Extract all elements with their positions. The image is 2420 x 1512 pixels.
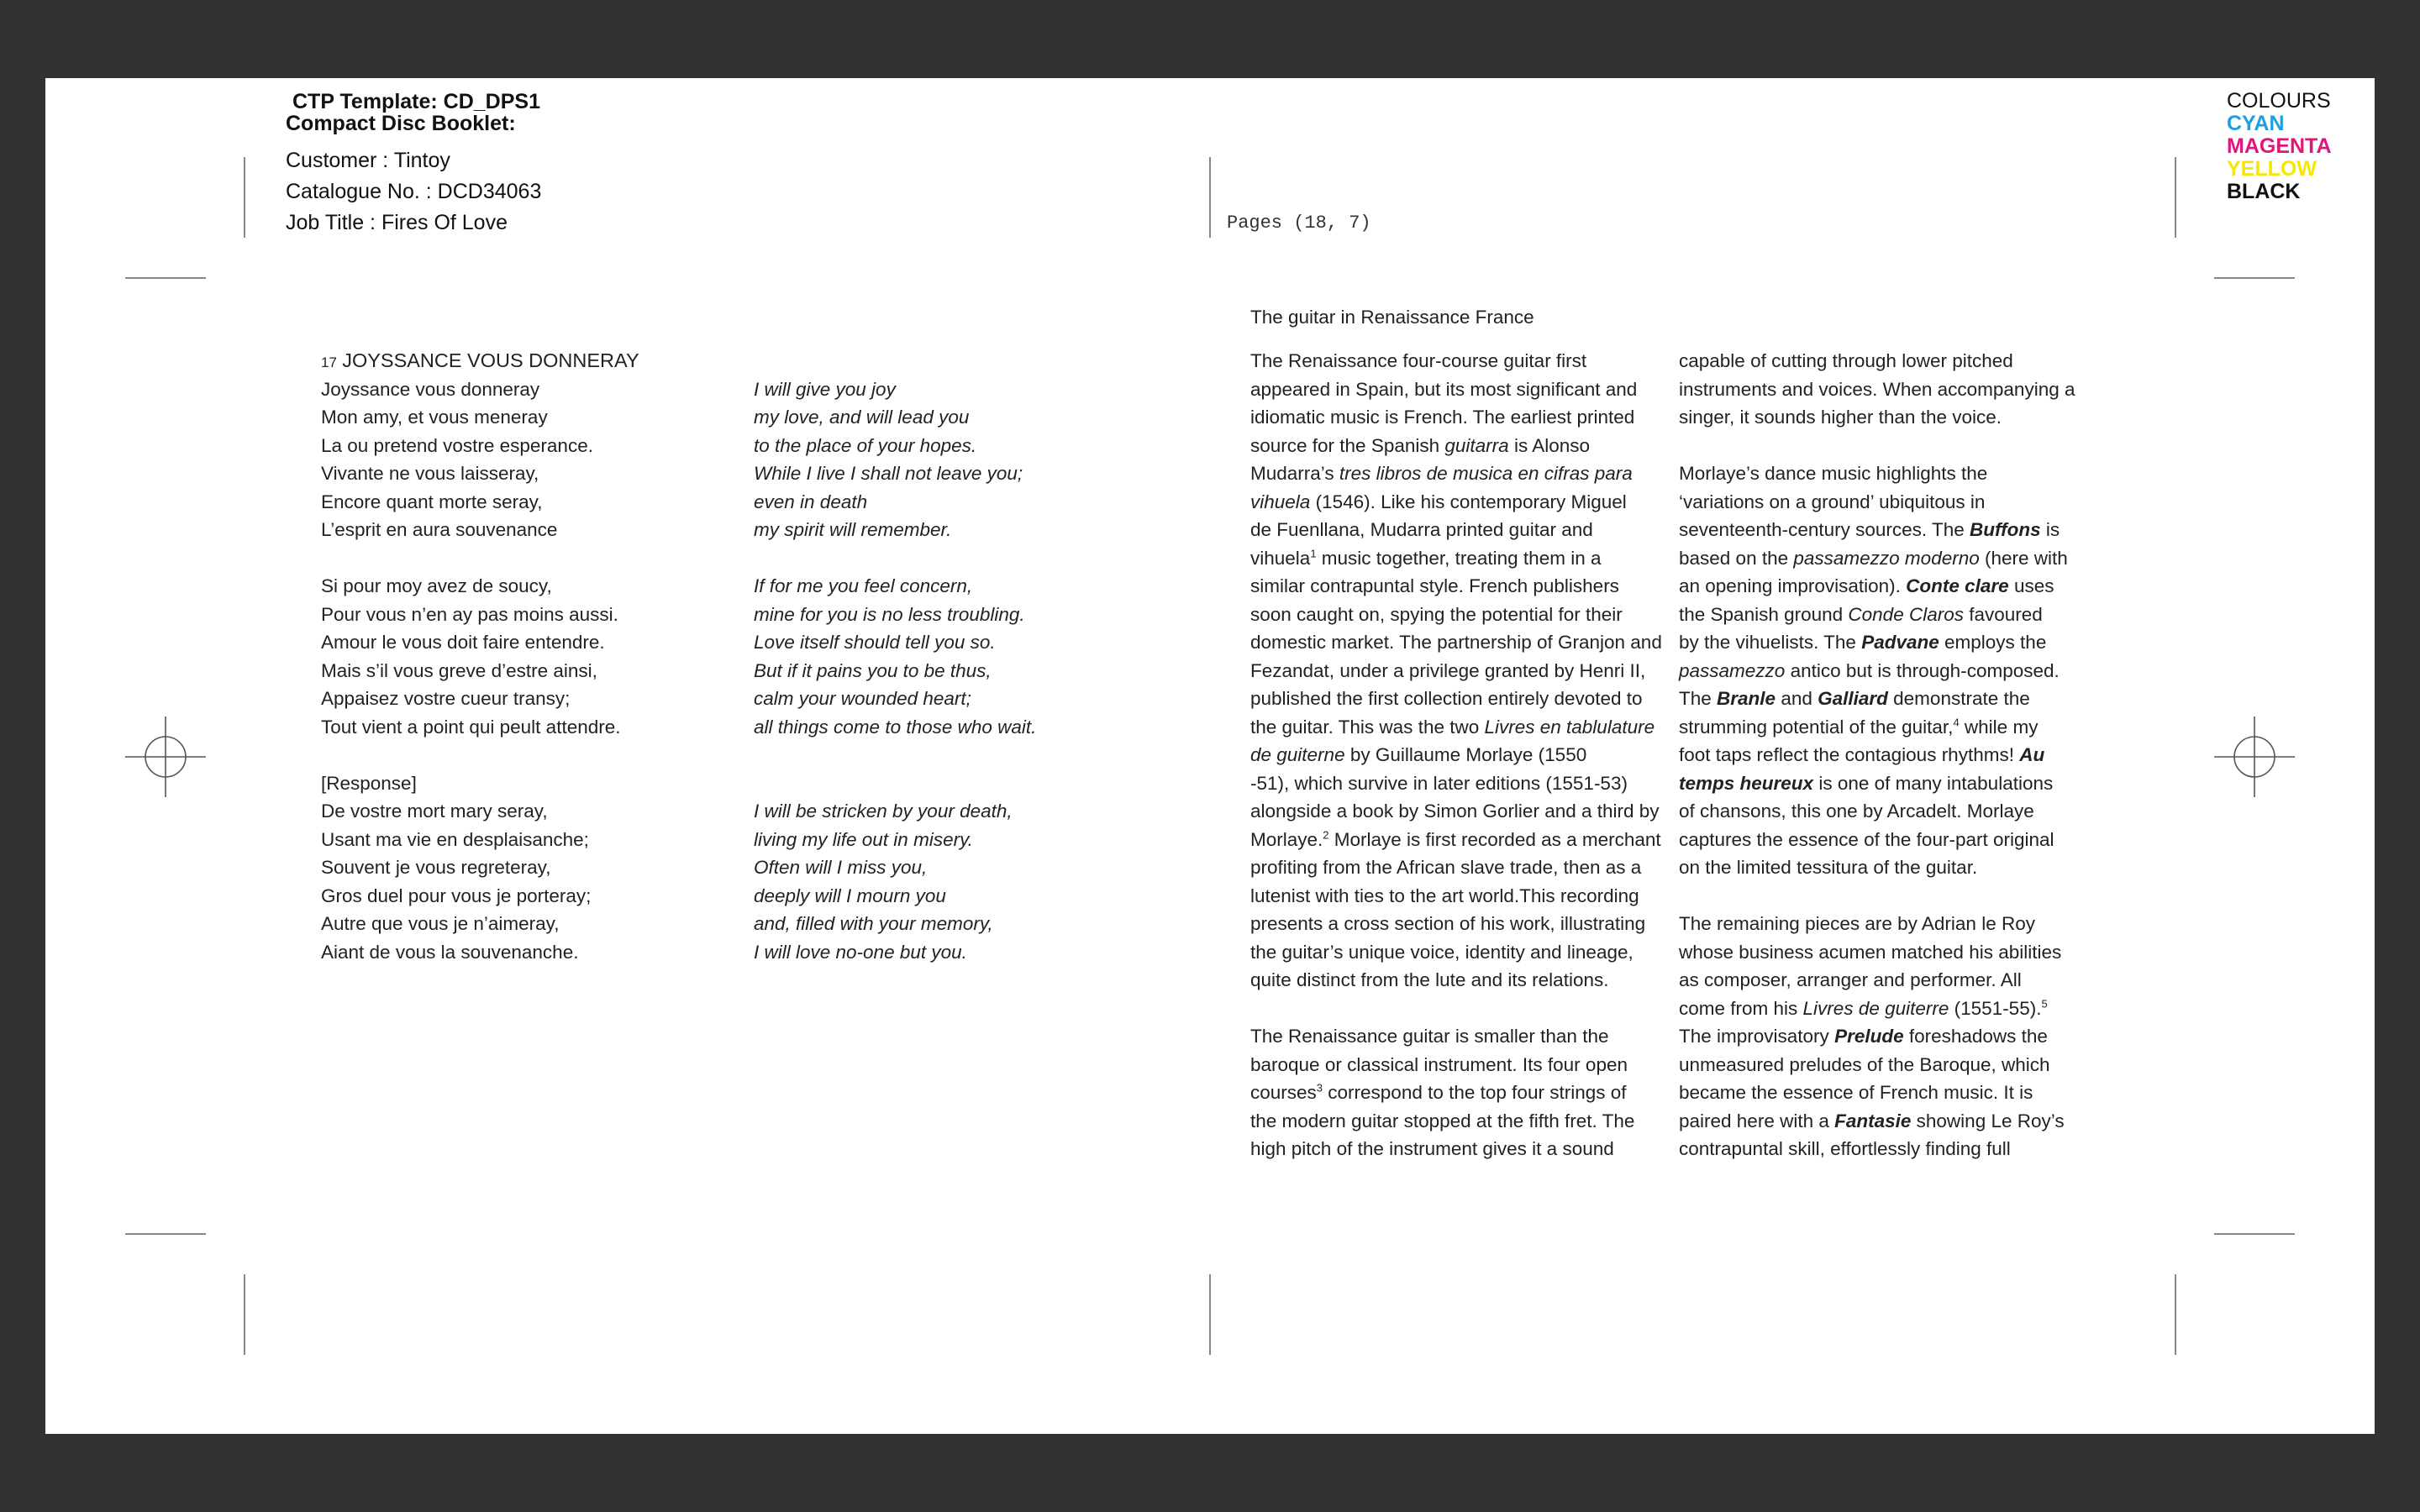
lyric-line: L’esprit en aura souvenance (321, 519, 558, 540)
lyric-line: [Response] (321, 772, 417, 794)
essay-text: instruments and voices. When accompanying a (1679, 378, 2075, 400)
essay-line (1250, 938, 1662, 967)
essay-line (1679, 713, 2075, 742)
essay-title: The guitar in Renaissance France (1250, 307, 1534, 328)
essay-text: Morlaye. (1250, 828, 1323, 850)
essay-line (1679, 432, 2075, 460)
job-title-line: Job Title : Fires Of Love (286, 211, 508, 234)
essay-line (1250, 375, 1662, 404)
crop-mark (1209, 157, 1211, 238)
essay-text: became the essence of French music. It is (1679, 1082, 2033, 1103)
essay-text: Livres en tablulature (1484, 716, 1655, 738)
essay-column-left (1250, 347, 1662, 1163)
essay-line (1679, 910, 2075, 938)
translation-line: all things come to those who wait. (754, 716, 1037, 738)
essay-line (1679, 1051, 2075, 1079)
essay-line (1679, 1022, 2075, 1051)
essay-line (1250, 769, 1662, 798)
essay-text: Branle (1717, 688, 1776, 709)
essay-text: The remaining pieces are by Adrian le Roy (1679, 913, 2035, 934)
colour-black: BLACK (2227, 180, 2301, 203)
essay-column-right (1679, 347, 2075, 1163)
crop-mark (1209, 1274, 1211, 1355)
essay-text: Prelude (1834, 1026, 1904, 1047)
lyric-line: Vivante ne vous laisseray, (321, 463, 539, 484)
essay-text: profiting from the African slave trade, then as a (1250, 857, 1642, 878)
lyric-line (321, 544, 639, 573)
essay-text: The improvisatory (1679, 1026, 1835, 1047)
essay-text: Conde Claros (1848, 603, 1964, 625)
translation-line: I will be stricken by your death, (754, 801, 1013, 822)
essay-text: (1546). Like his contemporary Miguel (1310, 491, 1627, 512)
translation-line: While I live I shall not leave you; (754, 463, 1023, 484)
essay-text: passamezzo (1679, 659, 1786, 681)
essay-text: published the first collection entirely devoted to (1250, 688, 1643, 709)
essay-text: showing Le Roy’s (1911, 1110, 2065, 1131)
colours-legend (2227, 90, 2332, 203)
track-heading (321, 347, 639, 375)
essay-text: by Guillaume Morlaye (1550 (1344, 744, 1587, 765)
essay-line (1250, 1051, 1662, 1079)
footnote-marker: 5 (2041, 997, 2048, 1010)
crop-mark (125, 1233, 206, 1235)
essay-line (1679, 741, 2075, 769)
essay-text: is one of many intabulations (1813, 772, 2054, 794)
essay-line (1250, 432, 1662, 460)
essay-text: unmeasured preludes of the Baroque, which (1679, 1053, 2050, 1075)
essay-line (1679, 488, 2075, 517)
footnote-marker: 2 (1323, 828, 1329, 841)
booklet-label: Compact Disc Booklet: (286, 112, 516, 135)
essay-text: is Alonso (1508, 434, 1590, 456)
essay-text: Padvane (1861, 632, 1939, 653)
essay-text: baroque or classical instrument. Its four open (1250, 1053, 1628, 1075)
essay-text: on the limited tessitura of the guitar. (1679, 857, 1978, 878)
template-label: CTP Template: CD_DPS1 (292, 90, 540, 113)
essay-text: the guitar’s unique voice, identity and lineage, (1250, 941, 1634, 963)
essay-text: de Fuenllana, Mudarra printed guitar and (1250, 519, 1593, 540)
translation-line: living my life out in misery. (754, 828, 973, 850)
essay-text: presents a cross section of his work, illustrating (1250, 913, 1646, 934)
essay-text: Galliard (1818, 688, 1888, 709)
essay-line (1250, 826, 1662, 854)
customer-line: Customer : Tintoy (286, 149, 450, 172)
lyric-line: Aiant de vous la souvenanche. (321, 941, 579, 963)
lyric-line: Tout vient a point qui peult attendre. (321, 716, 621, 738)
essay-text: by the vihuelists. The (1679, 632, 1862, 653)
essay-line (1679, 375, 2075, 404)
colour-cyan: CYAN (2227, 112, 2285, 135)
essay-text: temps heureux (1679, 772, 1814, 794)
essay-text: similar contrapuntal style. French publishers (1250, 575, 1619, 596)
essay-text: Mudarra’s (1250, 463, 1339, 484)
crop-mark (2214, 1233, 2295, 1235)
essay-text: correspond to the top four strings of (1323, 1082, 1627, 1103)
footnote-marker: 1 (1310, 547, 1317, 559)
lyric-line: Encore quant morte seray, (321, 491, 543, 512)
essay-text: antico but is through-composed. (1785, 659, 2060, 681)
pages-label: Pages (18, 7) (1227, 213, 1371, 234)
essay-line (1679, 628, 2075, 657)
crop-mark (125, 277, 206, 279)
booklet-spread (45, 78, 2375, 1434)
translation-line: my spirit will remember. (754, 519, 952, 540)
lyric-line: Autre que vous je n’aimeray, (321, 913, 560, 934)
essay-line (1679, 882, 2075, 911)
essay-line (1250, 713, 1662, 742)
essay-text: foot taps reflect the contagious rhythms! (1679, 744, 2020, 765)
essay-text: soon caught on, spying the potential for their (1250, 603, 1623, 625)
crop-mark (2214, 277, 2295, 279)
essay-line (1250, 882, 1662, 911)
essay-text: -51), which survive in later editions (1551-53) (1250, 772, 1628, 794)
colour-magenta: MAGENTA (2227, 134, 2332, 158)
essay-text: is (2040, 519, 2060, 540)
registration-mark-icon (2214, 717, 2295, 797)
lyric-line: Usant ma vie en desplaisanche; (321, 828, 589, 850)
essay-line (1679, 826, 2075, 854)
crop-mark (2175, 157, 2176, 238)
translation-line: to the place of your hopes. (754, 434, 977, 456)
essay-text: favoured (1963, 603, 2043, 625)
essay-line (1250, 601, 1662, 629)
essay-line (1679, 601, 2075, 629)
registration-mark-icon (125, 717, 206, 797)
track-number: 17 (321, 354, 337, 370)
essay-line (1679, 1135, 2075, 1163)
essay-text: vihuela (1250, 491, 1311, 512)
translation-line: calm your wounded heart; (754, 688, 971, 709)
essay-text: ‘variations on a ground’ ubiquitous in (1679, 491, 1986, 512)
essay-text: while my (1959, 716, 2039, 738)
translation-line (754, 741, 1036, 769)
essay-line (1250, 853, 1662, 882)
translation-line: mine for you is no less troubling. (754, 603, 1025, 625)
essay-text: passamezzo moderno (1793, 547, 1980, 569)
essay-text: (here with (1979, 547, 2068, 569)
essay-line (1250, 459, 1662, 488)
essay-line (1250, 347, 1662, 375)
catalogue-line: Catalogue No. : DCD34063 (286, 180, 542, 203)
essay-line (1679, 572, 2075, 601)
essay-line (1250, 741, 1662, 769)
essay-line (1250, 1107, 1662, 1136)
essay-text: as composer, arranger and performer. All (1679, 969, 2022, 990)
essay-line (1679, 966, 2075, 995)
essay-text: high pitch of the instrument gives it a sound (1250, 1138, 1614, 1159)
essay-text: Fezandat, under a privilege granted by Henri II, (1250, 659, 1646, 681)
essay-line (1679, 797, 2075, 826)
translation-line: even in death (754, 491, 868, 512)
essay-text: seventeenth-century sources. The (1679, 519, 1970, 540)
essay-text: Au (2019, 744, 2045, 765)
lyric-line: Si pour moy avez de soucy, (321, 575, 552, 596)
colour-yellow: YELLOW (2227, 157, 2317, 181)
essay-text: appeared in Spain, but its most significant and (1250, 378, 1638, 400)
lyric-line: Pour vous n’en ay pas moins aussi. (321, 603, 618, 625)
essay-text: Morlaye is first recorded as a merchant (1328, 828, 1661, 850)
essay-text: idiomatic music is French. The earliest printed (1250, 407, 1635, 428)
translation-line: I will love no-one but you. (754, 941, 967, 963)
essay-line (1250, 797, 1662, 826)
lyric-line: Gros duel pour vous je porteray; (321, 885, 592, 906)
essay-text: The Renaissance four-course guitar first (1250, 350, 1587, 371)
essay-text: whose business acumen matched his abilities (1679, 941, 2062, 963)
essay-line (1250, 488, 1662, 517)
essay-line (1679, 938, 2075, 967)
essay-line (1679, 544, 2075, 573)
essay-line (1250, 995, 1662, 1023)
essay-text: the guitar. This was the two (1250, 716, 1485, 738)
essay-text: tres libros de musica en cifras para (1339, 463, 1633, 484)
essay-line (1679, 459, 2075, 488)
lyric-line: Souvent je vous regreteray, (321, 857, 551, 878)
essay-text: of chansons, this one by Arcadelt. Morlaye (1679, 801, 2034, 822)
translation-line: If for me you feel concern, (754, 575, 973, 596)
essay-line (1250, 403, 1662, 432)
essay-text: The (1679, 688, 1718, 709)
essay-text: Livres de guiterre (1802, 997, 1949, 1019)
translation-line: and, filled with your memory, (754, 913, 993, 934)
translation-line (754, 769, 1036, 798)
essay-line (1250, 628, 1662, 657)
essay-line (1250, 1079, 1662, 1107)
essay-text: demonstrate the (1887, 688, 2030, 709)
essay-line (1679, 347, 2075, 375)
essay-line (1250, 657, 1662, 685)
essay-text: Fantasie (1834, 1110, 1912, 1131)
essay-text: foreshadows the (1903, 1026, 2048, 1047)
essay-line (1250, 544, 1662, 573)
lyric-line: De vostre mort mary seray, (321, 801, 548, 822)
essay-line (1250, 516, 1662, 544)
lyric-line (321, 741, 639, 769)
essay-line (1679, 853, 2075, 882)
essay-text: captures the essence of the four-part original (1679, 828, 2054, 850)
essay-text: courses (1250, 1082, 1317, 1103)
essay-text: based on the (1679, 547, 1794, 569)
essay-line (1250, 1022, 1662, 1051)
essay-line (1250, 572, 1662, 601)
translation-line: Love itself should tell you so. (754, 632, 996, 653)
translation-line: I will give you joy (754, 378, 896, 400)
essay-text: guitarra (1444, 434, 1509, 456)
essay-line (1250, 685, 1662, 713)
essay-text: quite distinct from the lute and its relations. (1250, 969, 1609, 990)
lyric-line: Amour le vous doit faire entendre. (321, 632, 605, 653)
essay-text: contrapuntal skill, effortlessly finding full (1679, 1138, 2011, 1159)
essay-text: music together, treating them in a (1316, 547, 1602, 569)
essay-text: alongside a book by Simon Gorlier and a third by (1250, 801, 1660, 822)
essay-line (1679, 1107, 2075, 1136)
essay-line (1679, 769, 2075, 798)
essay-text: strumming potential of the guitar, (1679, 716, 1954, 738)
lyric-line: Appaisez vostre cueur transy; (321, 688, 571, 709)
crop-mark (244, 157, 245, 238)
footnote-marker: 4 (1953, 716, 1960, 728)
essay-text: vihuela (1250, 547, 1311, 569)
essay-text: singer, it sounds higher than the voice. (1679, 407, 2002, 428)
essay-line (1679, 516, 2075, 544)
essay-text: The Renaissance guitar is smaller than the (1250, 1026, 1609, 1047)
essay-text: Buffons (1970, 519, 2041, 540)
lyrics-french (321, 347, 639, 966)
essay-text: de guiterne (1250, 744, 1345, 765)
lyric-line: Mais s’il vous greve d’estre ainsi, (321, 659, 597, 681)
essay-text: and (1776, 688, 1818, 709)
crop-mark (2175, 1274, 2176, 1355)
translation-line: my love, and will lead you (754, 407, 970, 428)
essay-line (1679, 685, 2075, 713)
translation-line: But if it pains you to be thus, (754, 659, 992, 681)
track-title: JOYSSANCE VOUS DONNERAY (342, 349, 639, 371)
essay-text: an opening improvisation). (1679, 575, 1907, 596)
essay-line (1250, 910, 1662, 938)
essay-line (1679, 403, 2075, 432)
essay-text: source for the Spanish (1250, 434, 1445, 456)
footnote-marker: 3 (1316, 1081, 1323, 1095)
essay-text: the modern guitar stopped at the fifth fret. The (1250, 1110, 1635, 1131)
essay-line (1679, 1079, 2075, 1107)
lyric-line: La ou pretend vostre esperance. (321, 434, 593, 456)
essay-line (1679, 657, 2075, 685)
essay-line (1250, 1135, 1662, 1163)
translation-line (754, 544, 1036, 573)
essay-text: Conte clare (1906, 575, 2009, 596)
essay-text: come from his (1679, 997, 1803, 1019)
lyric-line: Mon amy, et vous meneray (321, 407, 548, 428)
translation-line: deeply will I mourn you (754, 885, 946, 906)
essay-text: lutenist with ties to the art world.This recording (1250, 885, 1639, 906)
lyric-line: Joyssance vous donneray (321, 378, 540, 400)
essay-text: domestic market. The partnership of Granjon and (1250, 632, 1662, 653)
lyrics-english (754, 375, 1036, 967)
essay-text: uses (2008, 575, 2054, 596)
essay-text: Morlaye’s dance music highlights the (1679, 463, 1988, 484)
essay-text: paired here with a (1679, 1110, 1835, 1131)
essay-text: the Spanish ground (1679, 603, 1849, 625)
essay-text: capable of cutting through lower pitched (1679, 350, 2013, 371)
essay-line (1679, 995, 2075, 1023)
essay-line (1250, 966, 1662, 995)
essay-text: employs the (1939, 632, 2047, 653)
translation-line: Often will I miss you, (754, 857, 928, 878)
colours-title: COLOURS (2227, 89, 2331, 113)
crop-mark (244, 1274, 245, 1355)
essay-text: (1551-55). (1949, 997, 2042, 1019)
